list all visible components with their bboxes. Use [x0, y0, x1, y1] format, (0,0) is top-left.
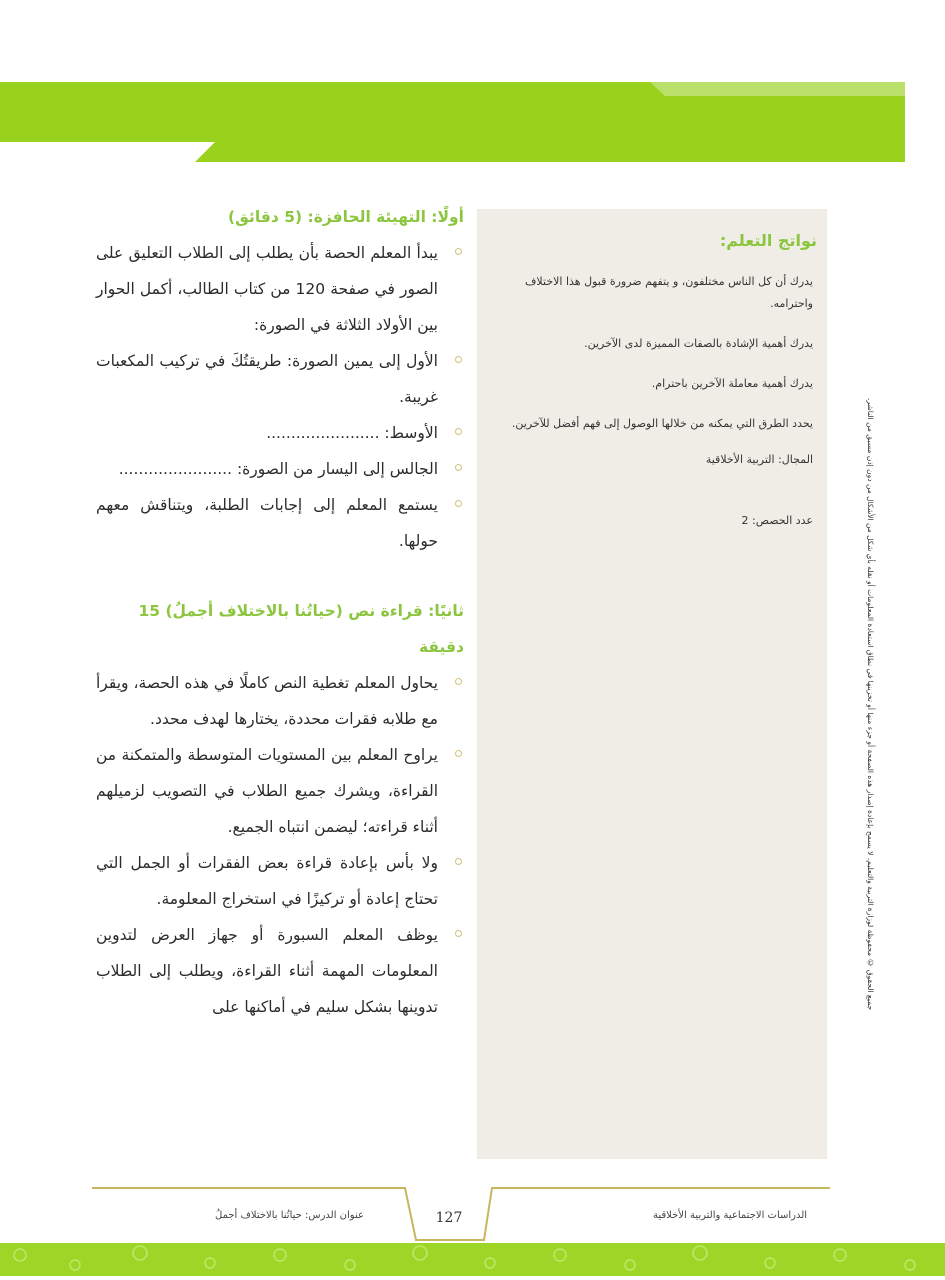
bullet-icon: [455, 750, 462, 757]
learning-outcomes-panel: [477, 209, 827, 1159]
lesson-title: عنوان الدرس: حياتُنا بالاختلاف أجملُ: [215, 1210, 364, 1221]
list-item: ولا بأس بإعادة قراءة بعض الفقرات أو الجمل التي تحتاج إعادة أو تركيزًا في استخراج المعلومة.: [96, 845, 464, 917]
outcome-item: يحدد الطرق التي يمكنه من خلالها الوصول إلى فهم أفضل للآخرين.: [511, 417, 813, 430]
outcomes-list: [491, 271, 813, 527]
section-2-list: [96, 665, 464, 1025]
domain-label: المجال: التربية الأخلاقية: [705, 453, 813, 466]
outcome-item: يدرك أهمية معاملة الآخرين باحترام.: [651, 377, 813, 390]
list-item: يراوح المعلم بين المستويات المتوسطة والمتمكنة من القراءة، ويشرك جميع الطلاب في التصويب لزميلهم أثناء قراءته؛ ليضمن انتباه الجميع.: [96, 737, 464, 845]
page-number: 127: [435, 1210, 463, 1226]
section-2-heading: ثانيًا: قراءة نص (حياتُنا بالاختلاف أجملُ) 15 دقيقة: [138, 602, 464, 656]
list-item: يوظف المعلم السبورة أو جهاز العرض لتدوين المعلومات المهمة أثناء القراءة، ويطلب إلى الطلاب تدوينها بشكل سليم في أماكنها على: [96, 917, 464, 1025]
subject-title: الدراسات الاجتماعية والتربية الأخلاقية: [653, 1210, 808, 1221]
sessions-count: عدد الحصص: 2: [741, 514, 813, 527]
outcome-item: يدرك أهمية الإشادة بالصفات المميزة لدى الآخرين.: [584, 337, 813, 350]
bullet-icon: [455, 678, 462, 685]
list-item: الأول إلى يمين الصورة: طريقتُكَ في تركيب المكعبات غريبة.: [96, 343, 464, 415]
decorative-pattern: [0, 1243, 945, 1276]
top-banner: [0, 82, 905, 162]
list-item: يحاول المعلم تغطية النص كاملًا في هذه الحصة، ويقرأ مع طلابه فقرات محددة، يختارها لهدف محدد.: [96, 665, 464, 737]
bullet-icon: [455, 464, 462, 471]
bullet-icon: [455, 930, 462, 937]
outcomes-heading: نواتج التعلم:: [719, 231, 817, 250]
list-item: الجالس إلى اليسار من الصورة: .......................: [96, 451, 464, 487]
bullet-icon: [455, 500, 462, 507]
section-1-time: (5 دقائق): [228, 208, 303, 226]
bullet-icon: [455, 428, 462, 435]
main-content: [96, 199, 464, 1025]
outcome-item: يدرك أن كل الناس مختلفون، و يتفهم ضرورة قبول هذا الاختلاف واحترامه.: [525, 275, 813, 310]
list-item: يستمع المعلم إلى إجابات الطلبة، ويتناقش معهم حولها.: [96, 487, 464, 559]
copyright-note: جميع الحقوق © محفوظة لوزارة التربية والتعليم. لا يسمح بإعادة إصدار هذه الصفحة أو جزء منها أو تخزينها في نطاق استعادة المعلومات أو نقله بأي شكل من الأشكال من دون إذن مسبق من الناشر.: [866, 397, 875, 1010]
section-1-title: أولًا: التهيئة الحافزة:: [307, 208, 464, 226]
list-item: يبدأ المعلم الحصة بأن يطلب إلى الطلاب التعليق على الصور في صفحة 120 من كتاب الطالب، أكمل الحوار بين الأولاد الثلاثة في الصورة:: [96, 235, 464, 343]
bullet-icon: [455, 858, 462, 865]
list-item: الأوسط: .......................: [96, 415, 464, 451]
bullet-icon: [455, 248, 462, 255]
section-1-list: [96, 235, 464, 559]
bullet-icon: [455, 356, 462, 363]
section-1-heading: [96, 199, 464, 235]
